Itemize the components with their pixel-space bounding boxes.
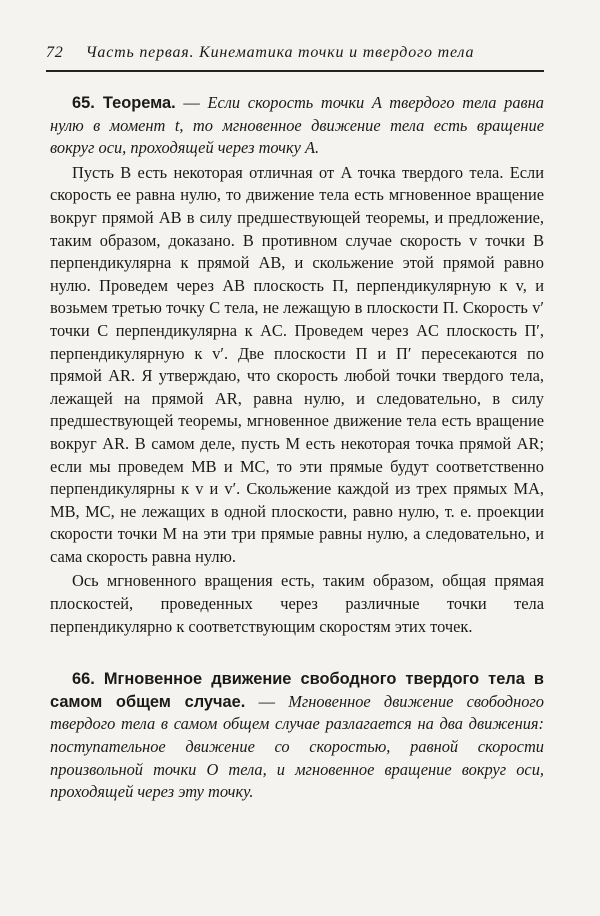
section-66-dash: — [245, 691, 289, 711]
page-header [46, 44, 546, 62]
section-65-statement: Если скорость точки A твердого тела равна нулю в момент t, то мгновенное движение тела есть вращение вокруг оси, проходящей через точку A. [50, 93, 544, 158]
section-66-heading: 66. Мгновенное движение свободного твердого тела в самом общем случае. [50, 670, 544, 711]
header-rule [46, 70, 544, 72]
page-number: 72 [46, 44, 64, 61]
section-65-heading: 65. Теорема. [72, 94, 176, 112]
section-65-dash: — [175, 93, 208, 112]
section-65-axis-paragraph: Ось мгновенного вращения есть, таким образом, общая прямая плоскостей, проведенных через различные точки тела перпендикулярно к соответствующим скоростям этих точек. [50, 571, 544, 636]
section-65-theorem [50, 92, 544, 160]
running-title: Часть первая. Кинематика точки и твердого тела [85, 44, 475, 61]
section-65-proof-paragraph: Пусть B есть некоторая отличная от A точка твердого тела. Если скорость ее равна нулю, то движение тела есть мгновенное вращение вокруг прямой AB в силу предшествующей теоремы, и предложение, таким образом, доказано. В противном случае скорость v точки B перпендикулярна к прямой AB, и скольжение этой прямой равно нулю. Проведем через AB плоскость Π, перпендикулярную к v, и возьмем третью точку C тела, не лежащую в плоскости Π. Скорость v′ точки C перпендикулярна к AC. Проведем через AC плоскость Π′, перпендикулярную к v′. Две плоскости Π и Π′ пересекаются по прямой AR. Я утверждаю, что скорость любой точки твердого тела, лежащей на прямой AR, равна нулю, и следовательно, в силу предшествующей теоремы, мгновенное движение тела есть вращение вокруг AR. В самом деле, пусть M есть некоторая точка прямой AR; если мы проведем MB и MC, то эти прямые будут соответственно перпендикулярны к v и v′. Скольжение каждой из трех прямых MA, MB, MC, не лежащих в одной плоскости, равно нулю, т. е. проекции скорости точки M на эти три прямые равны нулю, а следовательно, и сама скорость равна нулю. [50, 162, 544, 566]
section-66-statement: Мгновенное движение свободного твердого тела в самом общем случае разлагается на два движения: поступательное движение со скоростью, равной скорости произвольной точки O тела, и мгновенное вращение вокруг оси, проходящей через эту точку. [50, 691, 544, 802]
page-body [50, 92, 544, 804]
section-66 [50, 668, 544, 804]
